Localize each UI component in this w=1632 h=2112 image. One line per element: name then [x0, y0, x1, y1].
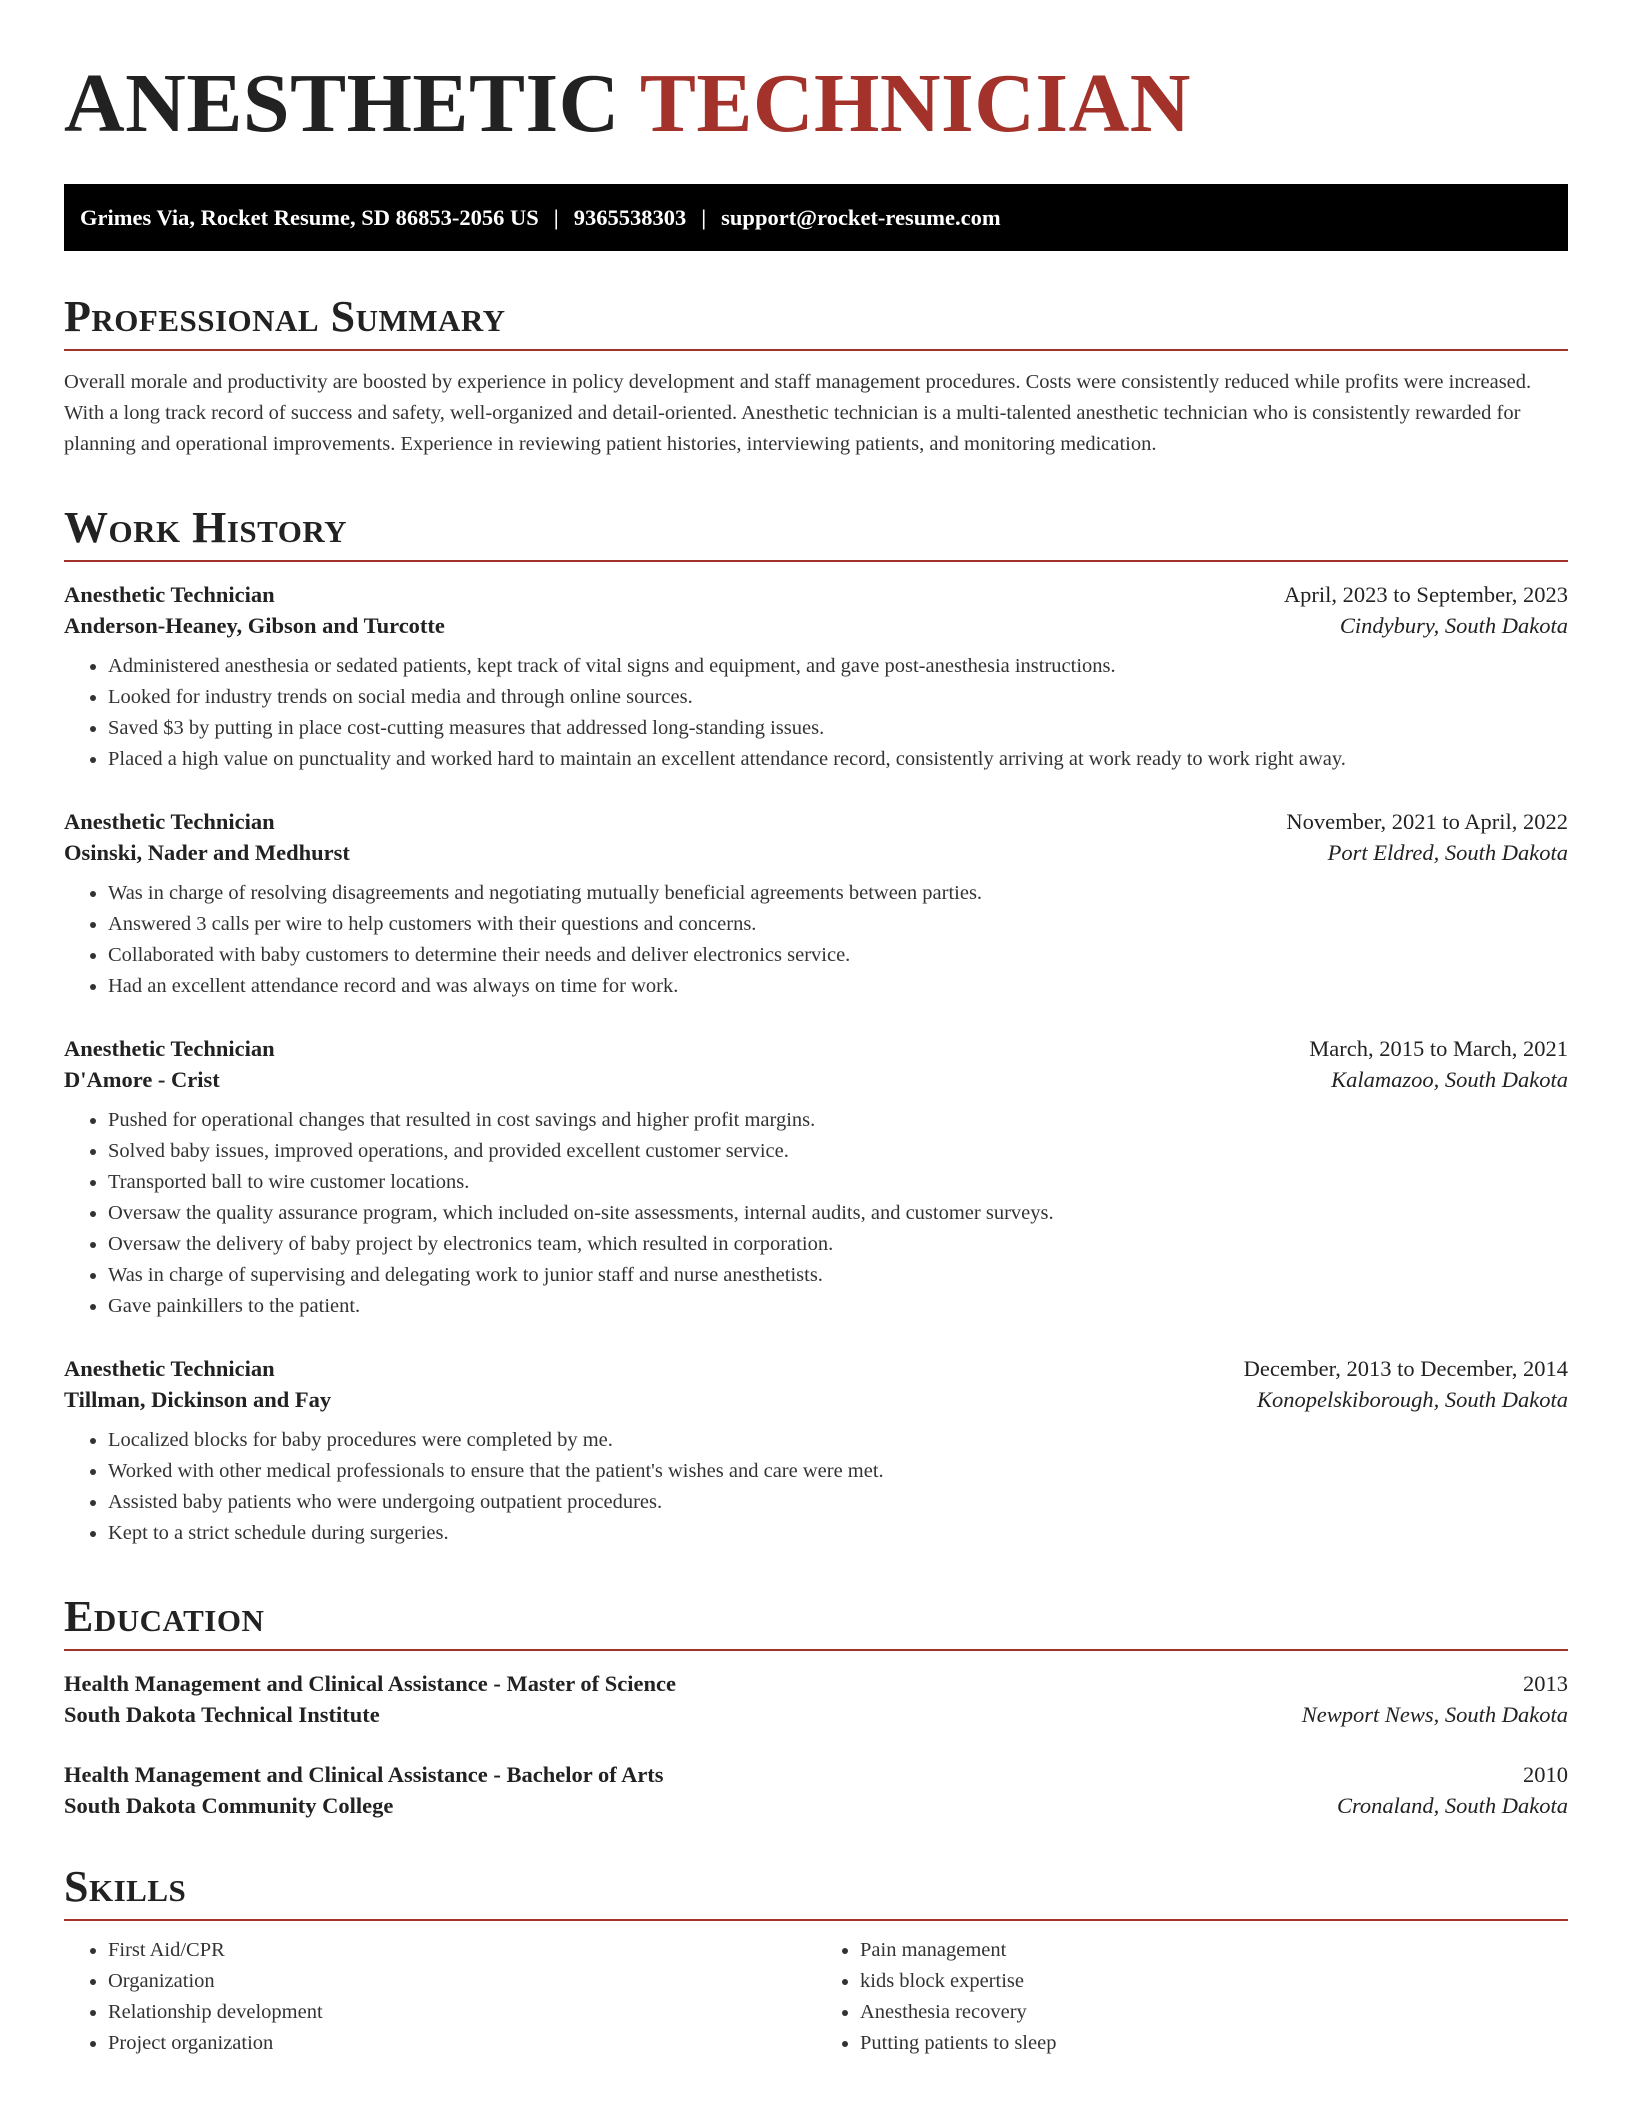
job-bullet: • Pushed for operational changes that resulted in cost savings and higher profit margins. [108, 1105, 1568, 1136]
education-school: South Dakota Technical Institute [64, 1702, 380, 1727]
job-bullets [64, 878, 1568, 1002]
job-title: Anesthetic Technician [64, 582, 275, 607]
job-bullet: • Saved $3 by putting in place cost-cutting measures that addressed long-standing issues. [108, 713, 1568, 744]
job-dates: March, 2015 to March, 2021 [1309, 1036, 1568, 1061]
job-bullet: • Oversaw the quality assurance program, which included on-site assessments, internal audits, and customer surveys. [108, 1198, 1568, 1229]
job-bullet: • Was in charge of resolving disagreements and negotiating mutually beneficial agreements between parties. [108, 878, 1568, 909]
resume-page [64, 0, 1568, 2059]
skill-item: • kids block expertise [860, 1966, 1568, 1997]
job-location: Kalamazoo, South Dakota [1331, 1067, 1568, 1092]
contact-bar [64, 184, 1568, 251]
job-title: Anesthetic Technician [64, 1356, 275, 1381]
job-bullet: • Looked for industry trends on social media and through online sources. [108, 682, 1568, 713]
skills-column-left [64, 1935, 816, 2059]
skill-item: • Organization [108, 1966, 816, 1997]
job-dates: April, 2023 to September, 2023 [1283, 582, 1568, 607]
job-bullet: • Placed a high value on punctuality and worked hard to maintain an excellent attendance record, consistently arriving at work ready to work right away. [108, 744, 1568, 775]
education-school: South Dakota Community College [64, 1793, 394, 1818]
job-bullet: • Collaborated with baby customers to determine their needs and deliver electronics service. [108, 940, 1568, 971]
skill-item: • First Aid/CPR [108, 1935, 816, 1966]
job-bullet: • Gave painkillers to the patient. [108, 1291, 1568, 1322]
job-bullet: • Administered anesthesia or sedated patients, kept track of vital signs and equipment, and gave post-anesthesia instructions. [108, 651, 1568, 682]
title-part1: ANESTHETIC [64, 57, 620, 150]
job-bullet: • Had an excellent attendance record and was always on time for work. [108, 971, 1568, 1002]
education-degree: Health Management and Clinical Assistance - Master of Science [64, 1671, 677, 1696]
job-bullet: • Assisted baby patients who were undergoing outpatient procedures. [108, 1487, 1568, 1518]
education-entry [64, 1762, 1568, 1819]
job-company: Tillman, Dickinson and Fay [64, 1387, 332, 1412]
section-title-skills: Skills [64, 1863, 1568, 1921]
job-company: Anderson-Heaney, Gibson and Turcotte [64, 613, 445, 638]
job-title: Anesthetic Technician [64, 809, 275, 834]
skill-item: • Project organization [108, 2028, 816, 2059]
skills-column-right [816, 1935, 1568, 2059]
section-title-education: Education [64, 1593, 1568, 1651]
job-bullet: • Solved baby issues, improved operations, and provided excellent customer service. [108, 1136, 1568, 1167]
job-bullet: • Kept to a strict schedule during surgeries. [108, 1518, 1568, 1549]
job-title: Anesthetic Technician [64, 1036, 275, 1061]
job-entry [64, 1036, 1568, 1322]
job-bullets [64, 1105, 1568, 1322]
skill-item: • Putting patients to sleep [860, 2028, 1568, 2059]
job-dates: December, 2013 to December, 2014 [1243, 1356, 1568, 1381]
contact-separator: | [701, 204, 707, 230]
job-bullets [64, 651, 1568, 775]
job-entry [64, 1356, 1568, 1549]
job-company: Osinski, Nader and Medhurst [64, 840, 350, 865]
job-bullet: • Localized blocks for baby procedures were completed by me. [108, 1425, 1568, 1456]
education-year: 2010 [1523, 1762, 1568, 1787]
job-location: Cindybury, South Dakota [1339, 613, 1568, 638]
skills-list [64, 1935, 1568, 2059]
resume-title [64, 0, 1568, 150]
section-title-work: Work History [64, 504, 1568, 562]
education-location: Newport News, South Dakota [1301, 1702, 1568, 1727]
job-entry [64, 809, 1568, 1002]
contact-address: Grimes Via, Rocket Resume, SD 86853-2056 US [80, 204, 539, 230]
skill-item: • Anesthesia recovery [860, 1997, 1568, 2028]
contact-email[interactable]: support@rocket-resume.com [721, 204, 1001, 230]
job-location: Konopelskiborough, South Dakota [1256, 1387, 1568, 1412]
job-company: D'Amore - Crist [64, 1067, 220, 1092]
education-location: Cronaland, South Dakota [1336, 1793, 1568, 1818]
job-entry [64, 582, 1568, 775]
summary-text: Overall morale and productivity are boosted by experience in policy development and staff management procedures. Costs were consistently reduced while profits were increased. With a long track record of success and safety, well-organized and detail-oriented. Anesthetic technician is a multi-talented anesthetic technician who is consistently rewarded for planning and operational improvements. Experience in reviewing patient histories, interviewing patients, and monitoring medication. [64, 371, 1532, 455]
education-degree: Health Management and Clinical Assistance - Bachelor of Arts [64, 1762, 664, 1787]
education-year: 2013 [1523, 1671, 1568, 1696]
job-bullet: • Transported ball to wire customer locations. [108, 1167, 1568, 1198]
job-bullet: • Answered 3 calls per wire to help customers with their questions and concerns. [108, 909, 1568, 940]
skill-item: • Relationship development [108, 1997, 816, 2028]
job-bullet: • Worked with other medical professionals to ensure that the patient's wishes and care were met. [108, 1456, 1568, 1487]
contact-phone: 9365538303 [573, 204, 687, 230]
title-part2: TECHNICIAN [639, 57, 1191, 150]
job-bullets [64, 1425, 1568, 1549]
contact-separator: | [553, 204, 559, 230]
education-entry [64, 1671, 1568, 1728]
job-bullet: • Was in charge of supervising and delegating work to junior staff and nurse anesthetists. [108, 1260, 1568, 1291]
skill-item: • Pain management [860, 1935, 1568, 1966]
job-bullet: • Oversaw the delivery of baby project by electronics team, which resulted in corporation. [108, 1229, 1568, 1260]
job-location: Port Eldred, South Dakota [1327, 840, 1568, 865]
job-dates: November, 2021 to April, 2022 [1286, 809, 1568, 834]
section-title-summary: Professional Summary [64, 293, 1568, 351]
